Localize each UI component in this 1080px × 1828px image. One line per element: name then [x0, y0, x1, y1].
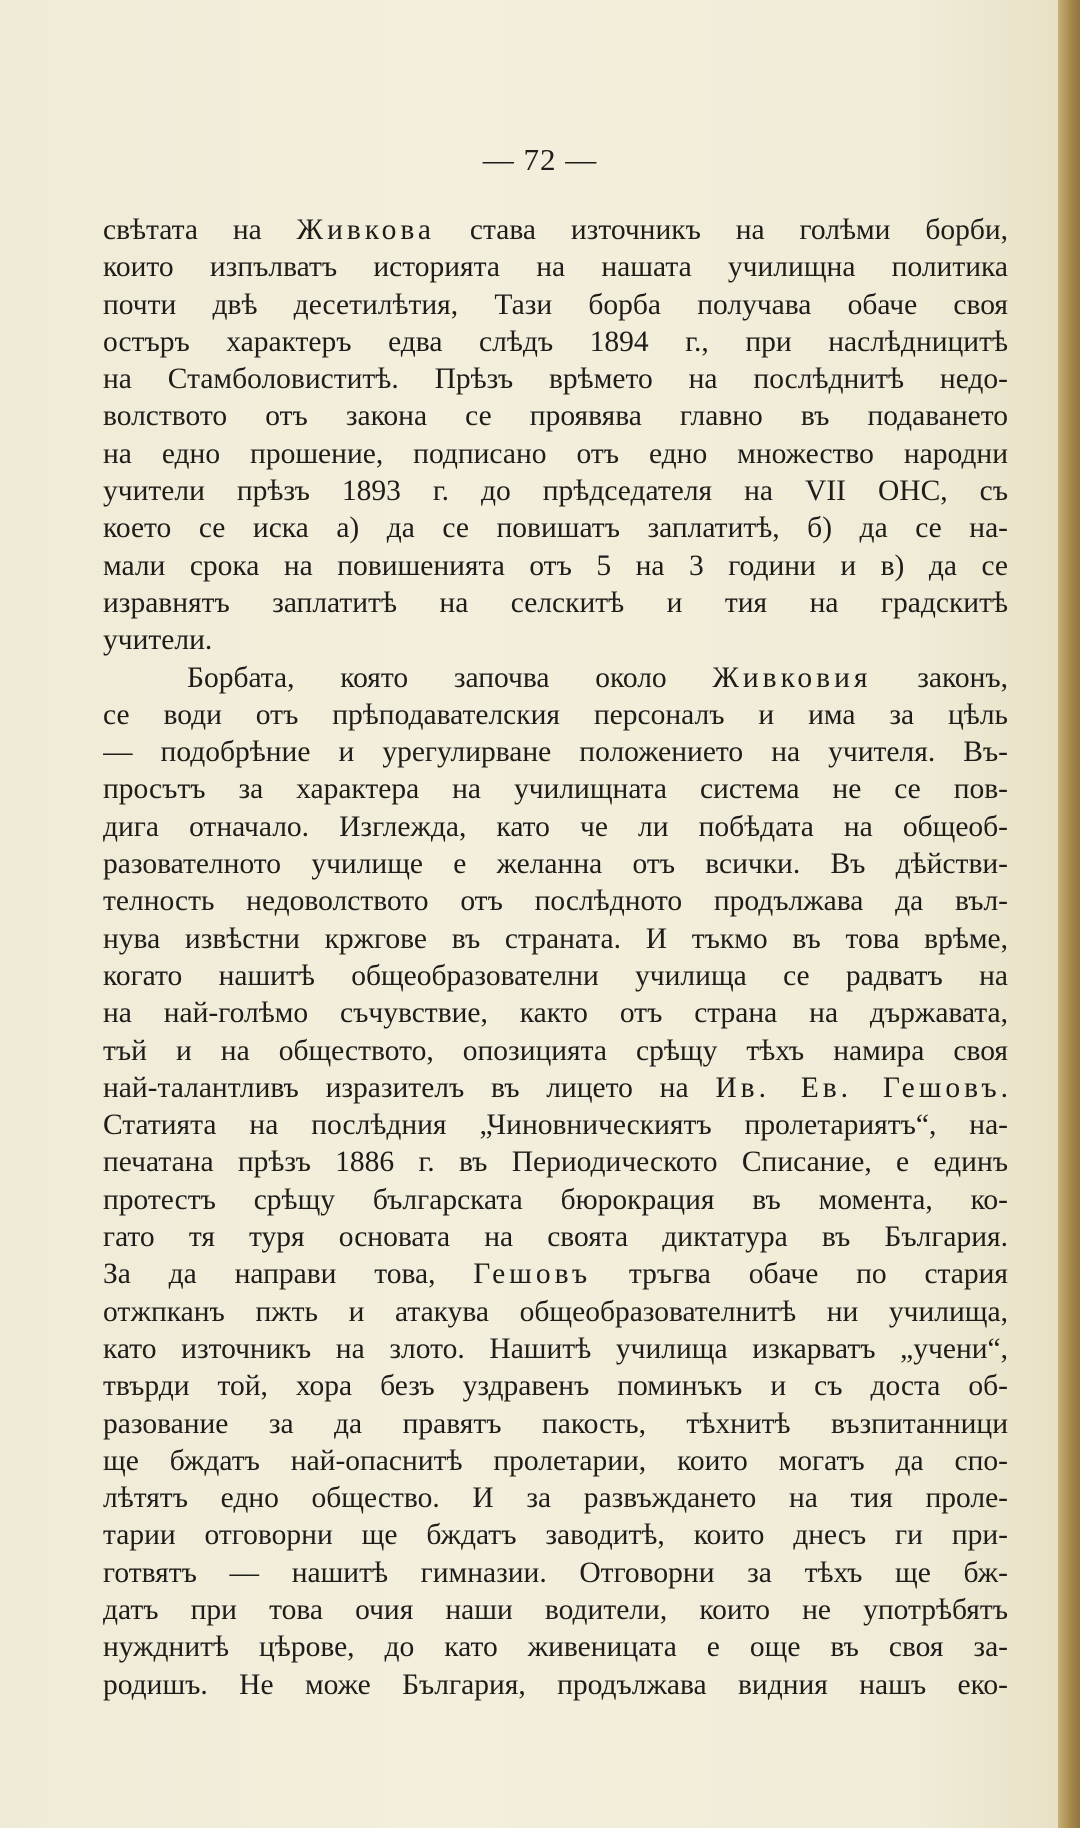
text-line	[103, 1144, 1008, 1181]
text-segment: изравнятъ заплатитѣ на селскитѣ и тия на градскитѣ	[103, 586, 1008, 619]
text-line	[103, 249, 1008, 286]
text-line	[103, 1443, 1008, 1480]
text-line	[103, 398, 1008, 435]
text-line	[103, 921, 1008, 958]
text-segment: когато нашитѣ общеобразователни училища се радватъ на	[103, 959, 1008, 992]
spaced-name: Живковия	[712, 661, 872, 694]
text-segment: свѣтата на	[103, 214, 297, 246]
text-segment: телность недоволството отъ послѣдното продължава да въл-	[103, 885, 1008, 918]
text-line	[103, 1368, 1008, 1405]
text-segment: За да направи това,	[103, 1258, 474, 1291]
text-line	[103, 883, 1008, 920]
text-line	[103, 846, 1008, 883]
text-segment: нужднитѣ цѣрове, до като живеницата е още въ своя за-	[103, 1631, 1008, 1664]
text-line	[103, 510, 1008, 547]
text-line	[103, 1256, 1008, 1293]
text-segment: на едно прошение, подписано отъ едно множество народни	[103, 437, 1008, 470]
text-line	[103, 1107, 1008, 1144]
text-line	[103, 734, 1008, 771]
text-segment: просътъ за характера на училищната система не се пов-	[103, 773, 1008, 806]
text-segment: — подобрѣние и урегулирване положението на учителя. Въ-	[103, 736, 1008, 769]
text-line	[103, 1070, 1008, 1107]
text-segment: става източникъ на голѣми борби,	[435, 214, 1008, 246]
text-segment: мали срока на повишенията отъ 5 на 3 години и в) да се	[103, 549, 1008, 582]
text-segment: най-талантливъ изразителъ въ лицето на	[103, 1071, 716, 1104]
text-line	[103, 1219, 1008, 1256]
text-line	[103, 585, 1008, 622]
text-line	[103, 660, 1008, 697]
text-line	[103, 809, 1008, 846]
text-line	[103, 1517, 1008, 1554]
text-segment: гато тя туря основата на своята диктатура въ България.	[103, 1221, 1008, 1254]
text-segment: тръгва обаче по стария	[591, 1258, 1008, 1291]
text-line	[103, 212, 1008, 249]
text-segment: законъ,	[871, 661, 1008, 694]
text-line	[103, 1592, 1008, 1629]
body-text	[103, 212, 1008, 1704]
text-line	[103, 958, 1008, 995]
text-line	[103, 1629, 1008, 1666]
text-segment: дига отначало. Изглежда, като че ли побѣдата на общеоб-	[103, 810, 1008, 843]
text-segment: които изпълватъ историята на нашата училищна политика	[103, 251, 1008, 284]
text-line	[103, 995, 1008, 1032]
text-segment: учители.	[103, 624, 213, 657]
text-segment: отжпканъ пжть и атакува общеобразователнитѣ ни училища,	[103, 1295, 1008, 1328]
text-line	[103, 436, 1008, 473]
text-segment: печатана прѣзъ 1886 г. въ Периодическото Списание, е единъ	[103, 1146, 1008, 1179]
text-line	[103, 1406, 1008, 1443]
text-segment: тарии отговорни ще бждатъ заводитѣ, които днесъ ги при-	[103, 1519, 1008, 1552]
text-segment: ще бждатъ най-опаснитѣ пролетарии, които могатъ да спо-	[103, 1444, 1008, 1477]
text-segment: се води отъ прѣподавателския персоналъ и има за цѣль	[103, 698, 1008, 731]
text-segment: като източникъ на злото. Нашитѣ училища изкарватъ „учени“,	[103, 1332, 1008, 1365]
text-line	[103, 361, 1008, 398]
text-segment: което се иска а) да се повишатъ заплатитѣ, б) да се на-	[103, 512, 1008, 545]
text-line	[103, 1480, 1008, 1517]
text-line	[103, 324, 1008, 361]
text-segment: разователното училище е желанна отъ всички. Въ дѣйстви-	[103, 848, 1008, 881]
page-number: — 72 —	[482, 142, 598, 177]
text-segment: лѣтятъ едно общество. И за развъждането на тия проле-	[103, 1482, 1008, 1515]
text-line	[103, 1182, 1008, 1219]
text-segment: нува извѣстни кржгове въ страната. И тъкмо въ това врѣме,	[103, 922, 1008, 955]
text-line	[103, 1331, 1008, 1368]
text-segment: остъръ характеръ едва слѣдъ 1894 г., при наслѣдницитѣ	[103, 325, 1008, 358]
text-line	[103, 1294, 1008, 1331]
text-segment: тъй и на обществото, опозицията срѣщу тѣхъ намира своя	[103, 1034, 1008, 1067]
text-segment: на най-голѣмо съчувствие, както отъ страна на държавата,	[103, 997, 1008, 1030]
text-line	[103, 287, 1008, 324]
text-segment: датъ при това очия наши водители, които не употрѣбятъ	[103, 1593, 1008, 1626]
text-segment: на Стамболовиститѣ. Прѣзъ врѣмето на послѣднитѣ недо-	[103, 363, 1008, 396]
text-segment: твърди той, хора безъ уздравенъ поминъкъ и съ доста об-	[103, 1370, 1008, 1403]
text-line	[103, 1667, 1008, 1704]
text-segment: Статията на послѣдния „Чиновническиятъ пролетариятъ“, на-	[103, 1109, 1008, 1142]
text-segment: .	[1000, 1071, 1008, 1104]
text-line	[103, 1555, 1008, 1592]
text-segment: родишъ. Не може България, продължава видния нашъ еко-	[103, 1668, 1008, 1701]
text-line	[103, 548, 1008, 585]
spaced-name: Живкова	[296, 214, 436, 246]
text-line	[103, 771, 1008, 808]
spaced-name: Ив. Ев. Гешовъ	[715, 1071, 1001, 1104]
text-segment: Борбата, която започва около	[187, 661, 713, 694]
page-spine-shadow	[1058, 0, 1080, 1828]
text-segment: готвятъ — нашитѣ гимназии. Отговорни за тѣхъ ще бж-	[103, 1556, 1008, 1589]
text-segment: протестъ срѣщу българската бюрокрация въ момента, ко-	[103, 1183, 1008, 1216]
spaced-name: Гешовъ	[473, 1258, 592, 1291]
text-line	[103, 473, 1008, 510]
text-line	[103, 1033, 1008, 1070]
text-segment: разование за да правятъ пакость, тѣхнитѣ възпитанници	[103, 1407, 1008, 1440]
text-line	[103, 622, 1008, 659]
text-segment: почти двѣ десетилѣтия, Тази борба получава обаче своя	[103, 288, 1008, 321]
text-segment: учители прѣзъ 1893 г. до прѣдседателя на VII ОНС, съ	[103, 475, 1008, 508]
text-line	[103, 697, 1008, 734]
text-segment: волството отъ закона се проявява главно въ подаването	[103, 400, 1008, 433]
